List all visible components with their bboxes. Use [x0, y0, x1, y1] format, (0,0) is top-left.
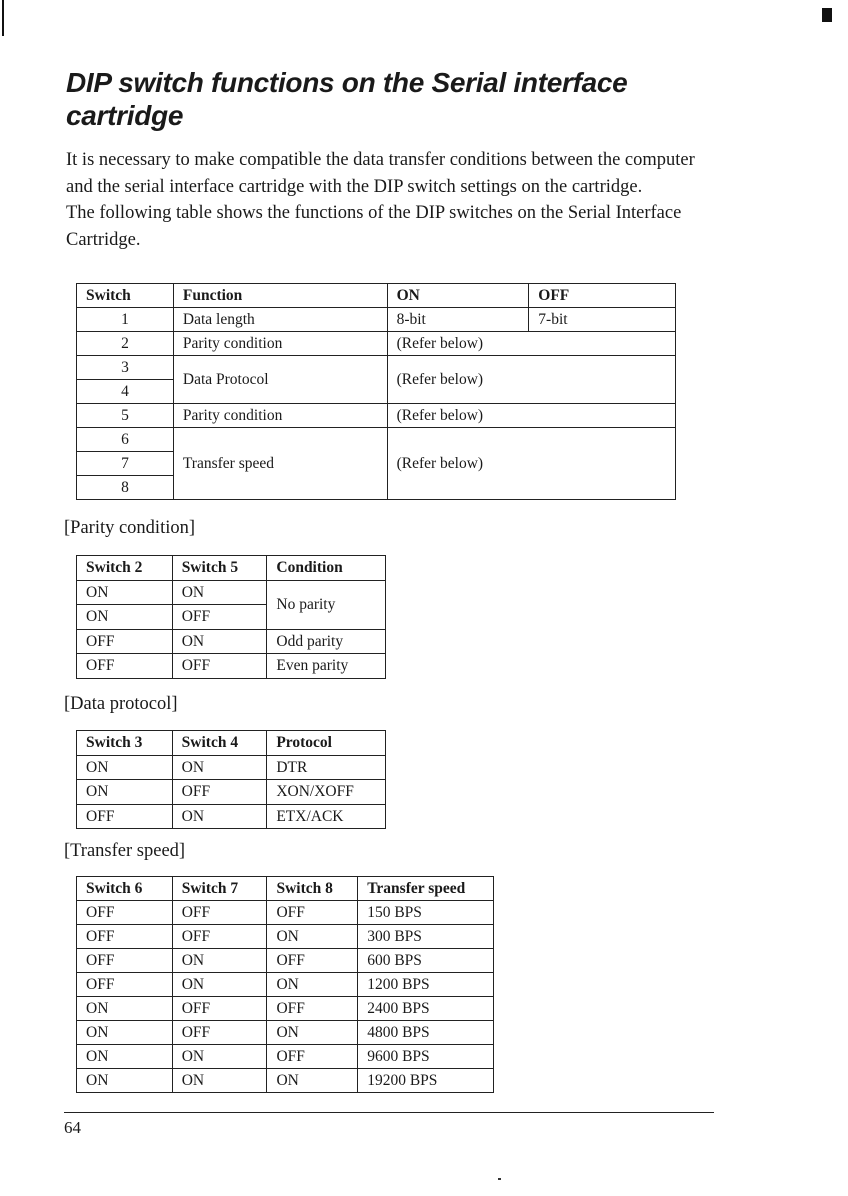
switch-2-cell: OFF	[77, 629, 173, 654]
table-row	[77, 1021, 494, 1045]
speed-cell: 4800 BPS	[358, 1021, 494, 1045]
switch-8-cell: OFF	[267, 1045, 358, 1069]
switch-8-cell: ON	[267, 973, 358, 997]
table-row	[77, 780, 386, 805]
function-cell: Parity condition	[173, 404, 387, 428]
switch-5-cell: ON	[172, 629, 267, 654]
switch-6-cell: ON	[77, 1069, 173, 1093]
protocol-cell: DTR	[267, 755, 386, 780]
function-cell: Parity condition	[173, 332, 387, 356]
switch-8-cell: OFF	[267, 949, 358, 973]
table-row	[77, 428, 676, 452]
table-row	[77, 580, 386, 605]
switch-8-cell: ON	[267, 1021, 358, 1045]
table-header-row	[77, 731, 386, 756]
header-on: ON	[387, 284, 529, 308]
condition-cell: Even parity	[267, 654, 386, 679]
on-off-cell: (Refer below)	[387, 428, 675, 500]
switch-number: 3	[77, 356, 174, 380]
switch-8-cell: OFF	[267, 997, 358, 1021]
protocol-cell: XON/XOFF	[267, 780, 386, 805]
switch-5-cell: ON	[172, 580, 267, 605]
protocol-table	[76, 730, 386, 829]
table-header-row	[77, 556, 386, 581]
switch-6-cell: ON	[77, 997, 173, 1021]
switch-7-cell: ON	[172, 949, 267, 973]
switch-7-cell: OFF	[172, 925, 267, 949]
table-row	[77, 804, 386, 829]
speed-cell: 600 BPS	[358, 949, 494, 973]
switch-6-cell: OFF	[77, 901, 173, 925]
speed-table	[76, 876, 494, 1093]
table-row	[77, 949, 494, 973]
table-row	[77, 332, 676, 356]
header-condition: Condition	[267, 556, 386, 581]
parity-heading: [Parity condition]	[64, 518, 196, 538]
switch-number: 4	[77, 380, 174, 404]
switch-6-cell: OFF	[77, 973, 173, 997]
switch-3-cell: OFF	[77, 804, 173, 829]
header-off: OFF	[529, 284, 676, 308]
switch-6-cell: OFF	[77, 949, 173, 973]
condition-cell: No parity	[267, 580, 386, 629]
header-switch-7: Switch 7	[172, 877, 267, 901]
switch-7-cell: ON	[172, 973, 267, 997]
header-function: Function	[173, 284, 387, 308]
header-protocol: Protocol	[267, 731, 386, 756]
header-switch-3: Switch 3	[77, 731, 173, 756]
switch-8-cell: ON	[267, 925, 358, 949]
speed-cell: 19200 BPS	[358, 1069, 494, 1093]
off-cell: 7-bit	[529, 308, 676, 332]
header-switch-4: Switch 4	[172, 731, 267, 756]
switch-8-cell: OFF	[267, 901, 358, 925]
switch-number: 6	[77, 428, 174, 452]
page-title: DIP switch functions on the Serial interface cartridge	[66, 67, 628, 131]
intro-text	[66, 147, 721, 253]
table-header-row	[77, 877, 494, 901]
protocol-heading: [Data protocol]	[64, 694, 178, 714]
table-row	[77, 404, 676, 428]
table-row	[77, 654, 386, 679]
switch-6-cell: ON	[77, 1045, 173, 1069]
header-switch-2: Switch 2	[77, 556, 173, 581]
switch-4-cell: ON	[172, 755, 267, 780]
table-row	[77, 997, 494, 1021]
switch-3-cell: ON	[77, 755, 173, 780]
function-cell: Data length	[173, 308, 387, 332]
switch-7-cell: OFF	[172, 997, 267, 1021]
header-switch-6: Switch 6	[77, 877, 173, 901]
on-off-cell: (Refer below)	[387, 332, 675, 356]
intro-paragraph-1: It is necessary to make compatible the data transfer conditions between the computer and the serial interface cartridge with the DIP switch settings on the cartridge.	[66, 150, 695, 197]
scan-corner-mark	[822, 8, 832, 22]
switch-2-cell: OFF	[77, 654, 173, 679]
table-row	[77, 1069, 494, 1093]
footer-divider	[64, 1112, 714, 1113]
speed-cell: 2400 BPS	[358, 997, 494, 1021]
header-switch-8: Switch 8	[267, 877, 358, 901]
switch-number: 1	[77, 308, 174, 332]
switch-4-cell: OFF	[172, 780, 267, 805]
speed-cell: 150 BPS	[358, 901, 494, 925]
speed-cell: 1200 BPS	[358, 973, 494, 997]
on-off-cell: (Refer below)	[387, 356, 675, 404]
table-row	[77, 629, 386, 654]
scan-speck	[498, 1178, 501, 1180]
parity-table	[76, 555, 386, 679]
header-switch: Switch	[77, 284, 174, 308]
on-cell: 8-bit	[387, 308, 529, 332]
dip-switch-table	[76, 283, 676, 500]
switch-7-cell: ON	[172, 1069, 267, 1093]
on-off-cell: (Refer below)	[387, 404, 675, 428]
switch-2-cell: ON	[77, 580, 173, 605]
protocol-cell: ETX/ACK	[267, 804, 386, 829]
switch-7-cell: OFF	[172, 901, 267, 925]
switch-6-cell: ON	[77, 1021, 173, 1045]
switch-number: 2	[77, 332, 174, 356]
table-row	[77, 356, 676, 380]
switch-number: 5	[77, 404, 174, 428]
speed-heading: [Transfer speed]	[64, 841, 186, 861]
speed-cell: 300 BPS	[358, 925, 494, 949]
switch-2-cell: ON	[77, 605, 173, 630]
table-row	[77, 973, 494, 997]
table-row	[77, 925, 494, 949]
switch-7-cell: OFF	[172, 1021, 267, 1045]
condition-cell: Odd parity	[267, 629, 386, 654]
function-cell: Data Protocol	[173, 356, 387, 404]
switch-6-cell: OFF	[77, 925, 173, 949]
header-switch-5: Switch 5	[172, 556, 267, 581]
switch-number: 7	[77, 452, 174, 476]
table-row	[77, 308, 676, 332]
switch-5-cell: OFF	[172, 654, 267, 679]
intro-paragraph-2: The following table shows the functions of the DIP switches on the Serial Interface Cartridge.	[66, 203, 682, 250]
speed-cell: 9600 BPS	[358, 1045, 494, 1069]
switch-4-cell: ON	[172, 804, 267, 829]
scan-edge-mark	[2, 0, 4, 36]
table-row	[77, 901, 494, 925]
function-cell: Transfer speed	[173, 428, 387, 500]
table-row	[77, 755, 386, 780]
page-number: 64	[64, 1118, 81, 1137]
switch-3-cell: ON	[77, 780, 173, 805]
switch-7-cell: ON	[172, 1045, 267, 1069]
switch-5-cell: OFF	[172, 605, 267, 630]
table-row	[77, 1045, 494, 1069]
switch-8-cell: ON	[267, 1069, 358, 1093]
switch-number: 8	[77, 476, 174, 500]
header-transfer-speed: Transfer speed	[358, 877, 494, 901]
table-header-row	[77, 284, 676, 308]
